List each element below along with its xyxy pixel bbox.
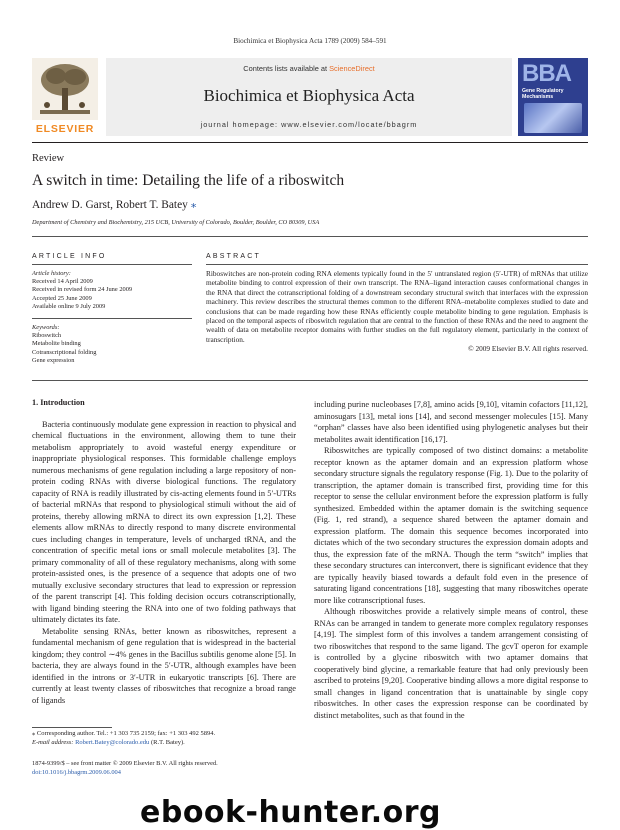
paragraph: including purine nucleobases [7,8], amino acids [9,10], vitamin cofactors [11,12], aminosugars [13], metal ions [14], and second messenger molecules [15]. Many “orphan” classes have also been identified using phylogenetic analyses but their metabolites await identification [16,17]. <box>314 400 588 444</box>
abstract-body <box>206 269 588 354</box>
journal-masthead <box>32 58 588 138</box>
footnote-email-line <box>32 739 296 748</box>
footnote <box>32 730 296 747</box>
copyright: © 2009 Elsevier B.V. All rights reserved. <box>468 344 588 354</box>
article-type: Review <box>32 153 65 164</box>
footnote-contact: ⁎ Corresponding author. Tel.: +1 303 735 2159; fax: +1 303 492 5894. <box>32 730 216 737</box>
front-matter-info <box>32 760 332 777</box>
article-history <box>32 270 192 311</box>
tree-logo-icon <box>32 58 98 120</box>
journal-homepage[interactable]: journal homepage: www.elsevier.com/locate/bbagrm <box>200 120 418 129</box>
email-suffix: (R.T. Batey). <box>149 738 185 746</box>
cover-title: BBA <box>522 60 571 87</box>
footnote-rule <box>32 727 112 728</box>
contents-line <box>106 64 512 73</box>
header-divider <box>32 236 588 237</box>
masthead-rule <box>32 142 588 143</box>
history-online: Available online 9 July 2009 <box>32 302 106 310</box>
section-heading-introduction: 1. Introduction <box>32 398 85 407</box>
article-title: A switch in time: Detailing the life of a riboswitch <box>32 172 345 189</box>
keyword: Gene expression <box>32 356 75 364</box>
keywords-label: Keywords: <box>32 324 60 331</box>
paragraph: Bacteria continuously modulate gene expression in reaction to physical and chemical fluctuations in the environment, allowing them to tune their metabolism appropriately to avoid wasteful energy expenditure or inappropriate physiological responses. This formidable challenge employs numerous mechanisms of gene regulation including a large repository of non-protein coding RNAs with diverse biological functions. The regulatory capacity of RNA is readily illustrated by cis-acting elements found in 5′-UTRs of bacterial mRNAs that respond to physiological stimuli without the aid of proteins, thereby allowing mRNA to direct its own expression [1,2]. These elements allow mRNAs to directly respond to many discrete environmental cues including changes in temperature, levels of uncharged tRNA, and the concentration of specific metal ions or small molecule metabolites [3]. The primary commonality of all of these regulatory mechanisms, along with some protein-assisted ones, is the presence of a sequence that adopts one of two mutually exclusive secondary structures that lead to expression or repression of the parent transcript [4]. This folding decision occurs cotranscriptionally, with ligand binding steering the RNA into one of two folding pathways that ultimately dictates its fate. <box>32 419 296 624</box>
authors <box>32 197 196 211</box>
keywords-rule <box>32 318 192 319</box>
abstract-heading: ABSTRACT <box>206 253 261 260</box>
body-column-right <box>314 399 588 721</box>
elsevier-wordmark: ELSEVIER <box>35 123 95 135</box>
cover-artwork <box>524 103 582 133</box>
history-revised: Received in revised form 24 June 2009 <box>32 286 133 294</box>
running-head: Biochimica et Biophysica Acta 1789 (2009) 584–591 <box>233 37 387 45</box>
paragraph: Metabolite sensing RNAs, better known as riboswitches, represent a fundamental mechanism of gene regulation that is widespread in the bacterial kingdom; they control ∼4% genes in the Bacillus subtilis genome alone [5]. In bacteria, they are always found in the 5′-UTR, although examples have been identified in the introns or 3′-UTR in eukaryotic transcripts [6]. There are currently at least twenty classes of riboswitches that recognize a broad range of ligands <box>32 626 296 705</box>
journal-title: Biochimica et Biophysica Acta <box>203 86 415 105</box>
affiliation: Department of Chemistry and Biochemistry, 215 UCB, University of Colorado, Boulder, Boulder, CO 80309, USA <box>32 219 320 226</box>
author-names: Andrew D. Garst, Robert T. Batey <box>32 199 188 211</box>
watermark: ebook-hunter.org <box>140 795 441 830</box>
info-rule <box>32 264 192 265</box>
keyword: Cotranscriptional folding <box>32 348 97 356</box>
contents-prefix: Contents lists available at <box>243 64 330 73</box>
history-received: Received 14 April 2009 <box>32 278 93 286</box>
keyword: Metabolite binding <box>32 340 81 348</box>
email-label: E-mail address: <box>32 738 76 746</box>
issn-line: 1874-9399/$ – see front matter © 2009 Elsevier B.V. All rights reserved. <box>32 760 218 767</box>
keywords <box>32 324 192 365</box>
history-label: Article history: <box>32 270 71 277</box>
journal-cover <box>518 58 588 136</box>
corresponding-author-link[interactable]: ⁎ <box>190 199 197 211</box>
body-column-left <box>32 397 296 706</box>
journal-title-box <box>106 58 512 136</box>
paragraph: Riboswitches are typically composed of two distinct domains: a metabolite receptor known as the aptamer domain and an expression platform whose secondary structure signals the regulatory response (Fig. 1). Due to the polarity of transcription, the aptamer domain is transcribed first, providing time for this receptor to sense the cellular environment before the expression platform is fully synthesized. Embedded within the aptamer domain is the switching sequence (Fig. 1, red strand), a sequence shared between the aptamer domain and expression platform. The domain this sequence becomes incorporated into dictates which of the two secondary structures the expression domain adopts and thus, the expression fate of the mRNA. Though the term “switch” implies that these secondary structures can interconvert, there is significant evidence that they are typically heavily biased towards a default fold even in the presence of saturating ligand concentrations [18], suggesting that many riboswitches operate more like cotranscriptional fuses. <box>314 446 588 605</box>
email-link[interactable]: Robert.Batey@colorado.edu <box>75 738 150 746</box>
elsevier-logo <box>32 58 98 136</box>
keyword: Riboswitch <box>32 332 62 340</box>
doi-link[interactable]: doi:10.1016/j.bbagrm.2009.06.004 <box>32 768 121 776</box>
history-accepted: Accepted 25 June 2009 <box>32 294 92 302</box>
article-info-heading: ARTICLE INFO <box>32 253 107 260</box>
abstract-text: Riboswitches are non-protein coding RNA elements typically found in the 5′ untranslated region (5′-UTR) of mRNAs that utilize metabolite binding to control expression of their own transcript. The RNA–ligand interaction causes conformational changes in the RNA that direct the cotranscriptional folding of a downstream secondary structural switch that interfaces with the expression machinery. This review describes the structural themes common to the different RNA–metabolite complexes studied to date and conclusions that can be made regarding how these RNAs efficiently couple metabolite binding to gene regulation. Emphasis is placed on the temporal aspects of riboswitch regulation that are central to the function of these RNAs and the need to augment the wealth of data on metabolite receptor domains with further studies on the full regulatory element, particularly in the context of transcription. <box>206 269 588 344</box>
cover-subtitle: Gene Regulatory Mechanisms <box>522 88 564 100</box>
body-divider <box>32 380 588 381</box>
abstract-rule <box>206 264 588 265</box>
paragraph: Although riboswitches provide a relatively simple means of control, these RNAs can be arranged in tandem to generate more complex regulatory responses [4,19]. The simplest form of this involves a tandem arrangement consisting of two riboswitches that respond to the same ligand. The gcvT operon for example is controlled by a glycine riboswitch with two aptamer domains that cooperatively bind glycine, a remarkable feature that had only previously been ascribed to proteins [9,20]. Cooperative binding allows a more digital response to small changes in ligand concentration that is unattainable by single copy riboswitches. In other cases the expression response can be coordinated by distinct metabolites, such as that found in the <box>314 607 588 720</box>
sciencedirect-link[interactable]: ScienceDirect <box>329 64 375 73</box>
